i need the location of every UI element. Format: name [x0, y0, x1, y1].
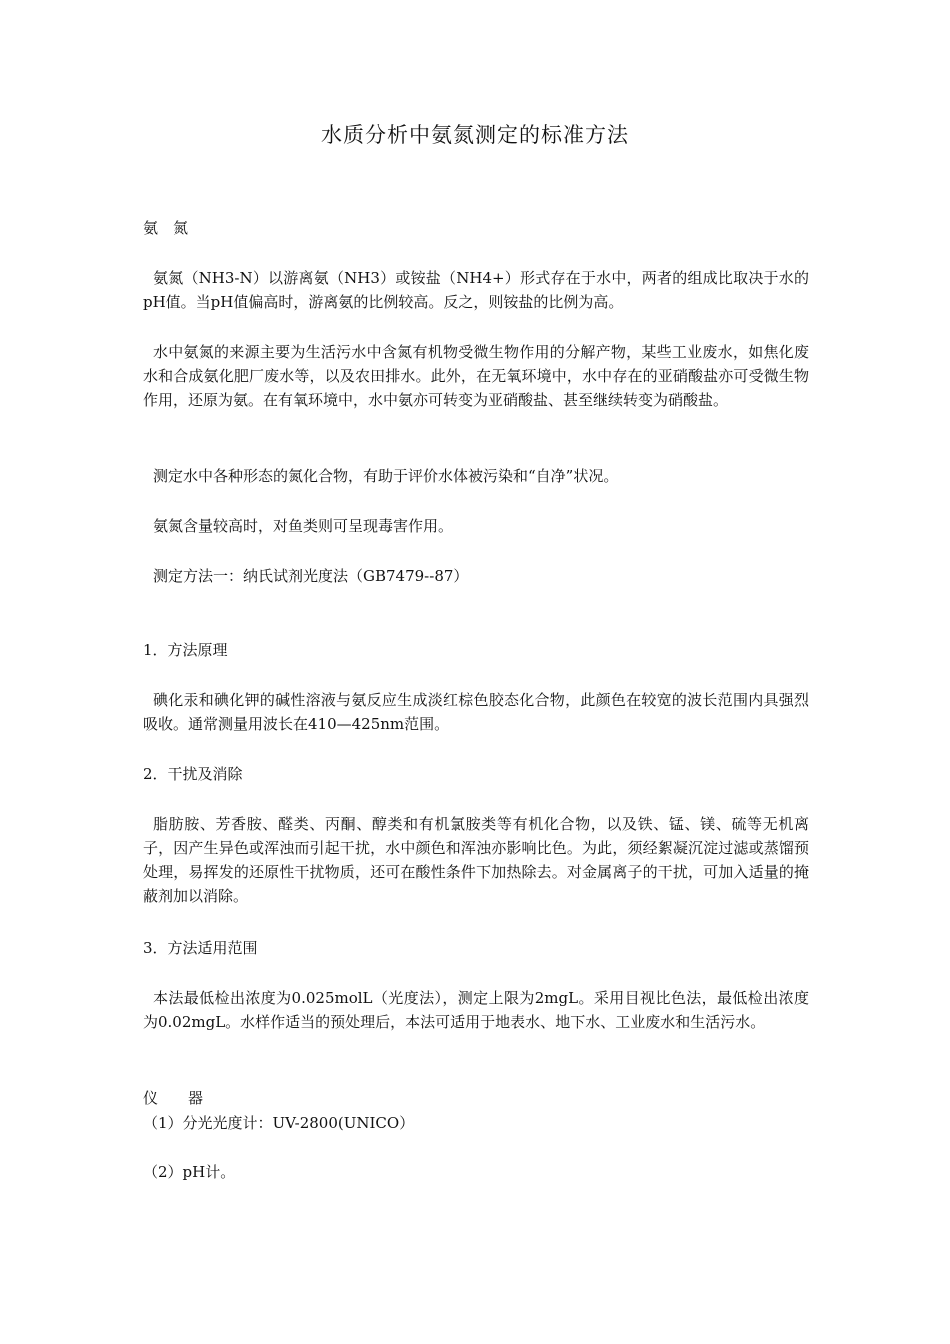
- section-1-text: 碘化汞和碘化钾的碱性溶液与氨反应生成淡红棕色胶态化合物，此颜色在较宽的波长范围内具强烈吸收。通常测量用波长在410—425nm范围。: [143, 691, 809, 733]
- section-3-heading: 3．方法适用范围: [143, 939, 258, 957]
- heading-instruments: 仪 器: [143, 1089, 204, 1107]
- section-2-heading: 2．干扰及消除: [143, 765, 243, 783]
- section-2-text: 脂肪胺、芳香胺、醛类、丙酮、醇类和有机氯胺类等有机化合物，以及铁、锰、镁、硫等无机离子，因产生异色或浑浊而引起干扰，水中颜色和浑浊亦影响比色。为此，须经絮凝沉淀过滤或蒸馏预处理，易挥发的还原性干扰物质，还可在酸性条件下加热除去。对金属离子的干扰，可加入适量的掩蔽剂加以消除。: [143, 815, 809, 905]
- section-3-text: 本法最低检出浓度为0.025molL（光度法），测定上限为2mgL。采用目视比色法，最低检出浓度为0.02mgL。水样作适当的预处理后，本法可适用于地表水、地下水、工业废水和生活污水。: [143, 989, 809, 1031]
- document-title: 水质分析中氨氮测定的标准方法: [321, 123, 629, 147]
- paragraph-method-one: 测定方法一：纳氏试剂光度法（GB7479--87）: [153, 567, 469, 585]
- paragraph-toxicity: 氨氮含量较高时，对鱼类则可呈现毒害作用。: [153, 517, 454, 535]
- instrument-item-2: （2）pH计。: [143, 1163, 236, 1181]
- section-1-heading: 1．方法原理: [143, 641, 228, 659]
- paragraph-sources: 水中氨氮的来源主要为生活污水中含氮有机物受微生物作用的分解产物，某些工业废水，如焦化废水和合成氨化肥厂废水等，以及农田排水。此外，在无氧环境中，水中存在的亚硝酸盐亦可受微生物作用，还原为氨。在有氧环境中，水中氨亦可转变为亚硝酸盐、甚至继续转变为硝酸盐。: [143, 343, 809, 409]
- instrument-item-1: （1）分光光度计：UV-2800(UNICO）: [143, 1114, 415, 1132]
- paragraph-significance: 测定水中各种形态的氮化合物，有助于评价水体被污染和“自净”状况。: [153, 467, 619, 485]
- paragraph-definition: 氨氮（NH3-N）以游离氨（NH3）或铵盐（NH4+）形式存在于水中，两者的组成比取决于水的pH值。当pH值偏高时，游离氨的比例较高。反之，则铵盐的比例为高。: [143, 269, 809, 311]
- heading-ammonia-nitrogen: 氨 氮: [143, 219, 189, 237]
